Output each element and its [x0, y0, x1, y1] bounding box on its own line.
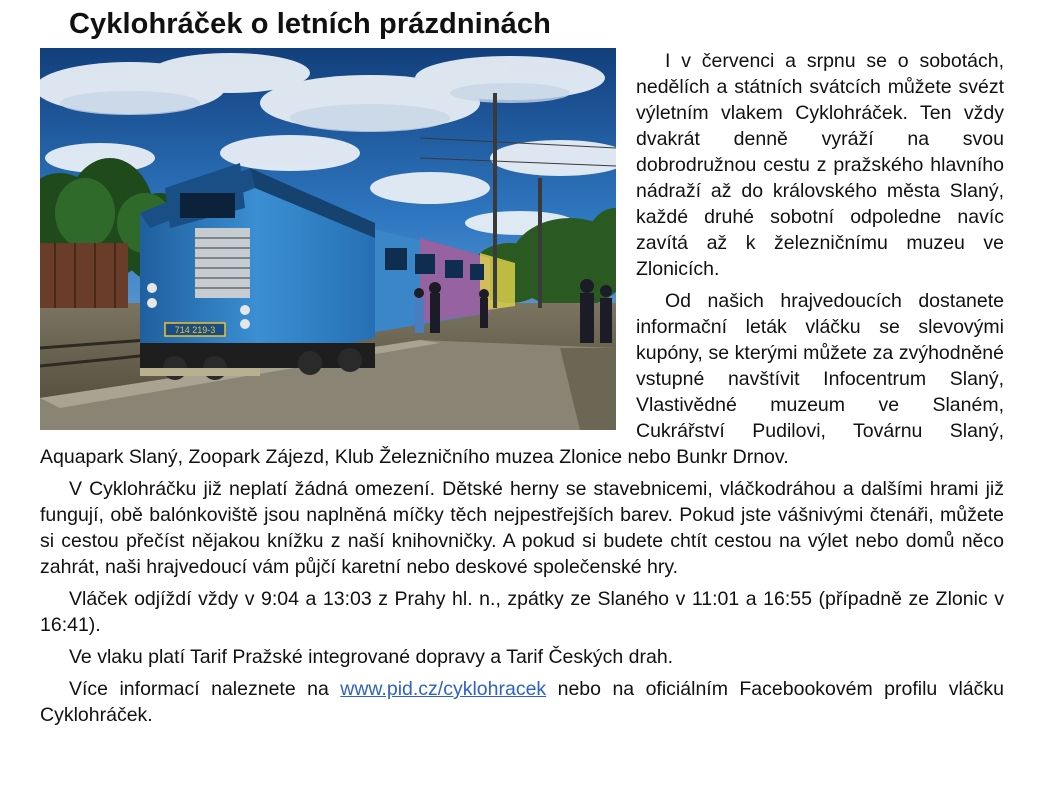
more-info-after: nebo na oficiálním Facebookovém profilu vláčku Cyklohráček.	[40, 678, 1004, 726]
paragraph-intro: I v červenci a srpnu se o sobotách, nedělích a státních svátcích můžete svézt výletním vlakem Cyklohráček. Ten vždy dvakrát denně vyráží na svou dobrodružnou cestu z pražského hlavního nádraží až do královského města Slaný, každé druhé sobotní odpoledne navíc zavítá až k železničnímu muzeu ve Zlonicích.	[636, 50, 1004, 280]
paragraph-tariff: Ve vlaku platí Tarif Pražské integrované dopravy a Tarif Českých drah.	[69, 646, 674, 668]
paragraph-amenities: V Cyklohráčku již neplatí žádná omezení. Dětské herny se stavebnicemi, vláčkodráhou a dalšími hrami již fungují, obě balónkoviště jsou naplněná míčky těch nejpestřejších barev. Pokud jste vášnivými čtenáři, můžete si cestou přečíst nějakou knížku z naší knihovničky. A pokud si budete chtít cestou na výlet nebo domů něco zahrát, naši hrajvedoucí vám půjčí karetní nebo deskové společenské hry.	[40, 478, 1004, 578]
paragraph-schedule: Vláček odjíždí vždy v 9:04 a 13:03 z Prahy hl. n., zpátky ze Slaného v 11:01 a 16:55 (případně ze Zlonic v 16:41).	[40, 588, 1004, 636]
more-info-before: Více informací naleznete na	[69, 678, 341, 700]
article	[40, 6, 1004, 734]
paragraph-more-info	[40, 676, 1004, 728]
pid-cyklohracek-link[interactable]: www.pid.cz/cyklohracek	[340, 678, 547, 700]
locomotive-number: 714 219-3	[174, 325, 216, 335]
article-title: Cyklohráček o letních prázdninách	[69, 8, 551, 40]
paragraph-coupons: Od našich hrajvedoucích dostanete informační leták vláčku se slevovými kupóny, se kterými můžete za zvýhodněné vstupné navštívit Infocentrum Slaný, Vlastivědné muzeum ve Slaném, Cukrářství Pudilovi, Továrnu Slaný, Aquapark Slaný, Zoopark Zájezd, Klub Železničního muzea Zlonice nebo Bunkr Drnov.	[40, 290, 1004, 468]
train-photo	[40, 48, 616, 430]
